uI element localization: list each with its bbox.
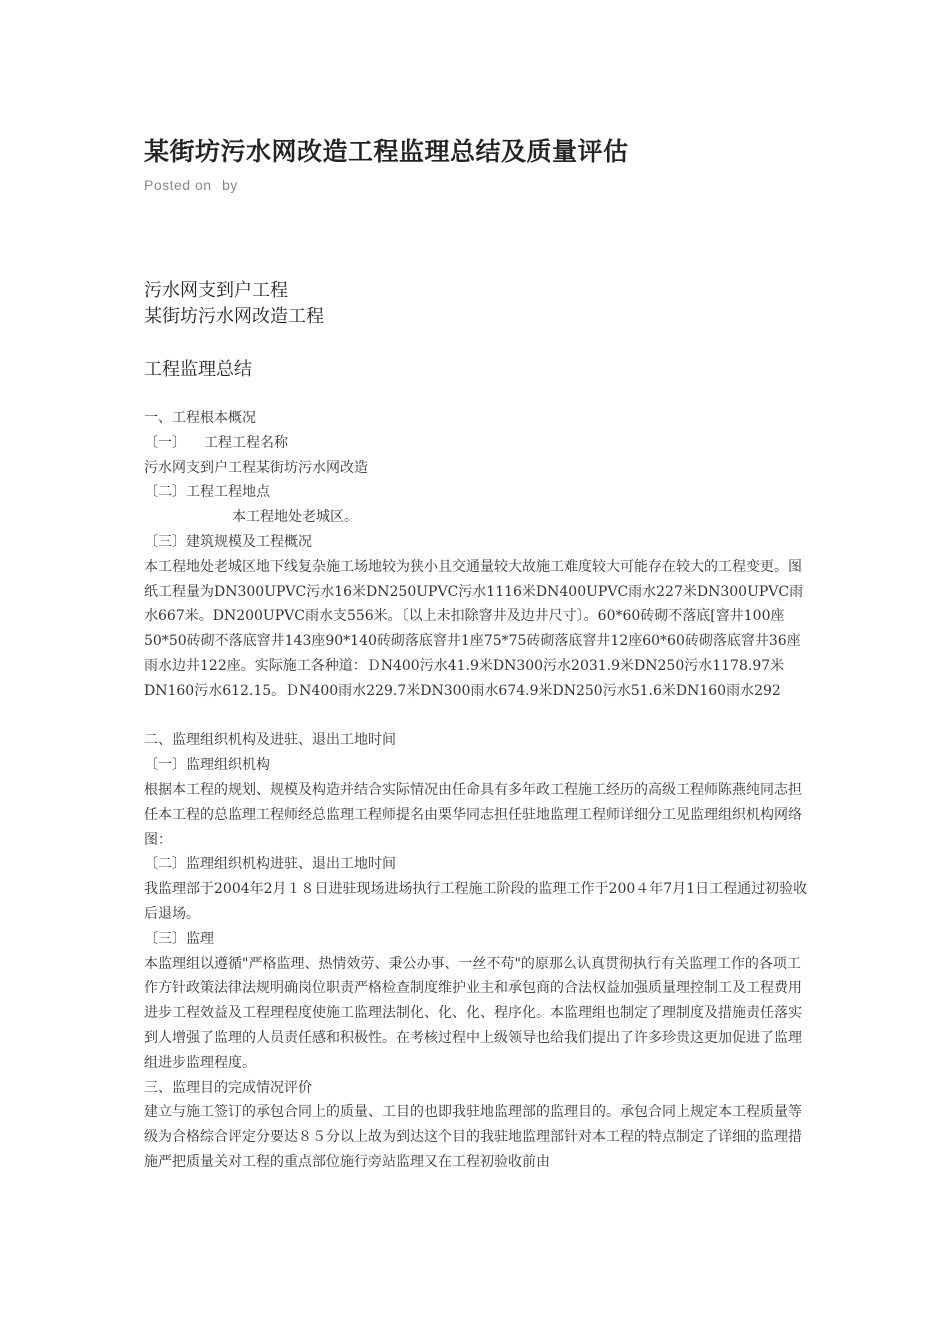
by-text: by <box>221 177 238 193</box>
paragraph-2-1: 根据本工程的规划、规模及构造并结合实际情况由任命具有多年政工程施工经历的高级工程师陈燕纯同志担任本工程的总监理工程师经总监理工程师提名由栗华同志担任驻地监理工程师详细分工见监理组织机构网络图： <box>144 781 802 848</box>
subsection-2-3: 〔三〕监理 <box>144 930 214 947</box>
paragraph-1-3: 本工程地处老城区地下线复杂施工场地较为狭小且交通量较大故施工难度较大可能存在较大的工程变更。图纸工程量为DN300UPVC污水16米DN250UPVC污水1116米DN400UPVC雨水227米DN300UPVC雨水667米。DN200UPVC雨水支556米。〔以上未扣除窨井及边井尺寸〕。60*60砖砌不落底[窨井100座50*50砖砌不落底窨井143座90*140砖砌落底窨井1座75*75砖砌落底窨井12座60*60砖砌落底窨井36座雨水边井122座。实际施工各种道：ＤN400污水41.9米DN300污水2031.9米DN250污水1178.97米DN160污水612.15。ＤN400雨水229.7米DN300雨水674.9米DN250污水51.6米DN160雨水292 <box>144 558 804 699</box>
paragraph-3: 建立与施工签订的承包合同上的质量、工目的也即我驻地监理部的监理目的。承包合同上规定本工程质量等级为合格综合评定分要达８５分以上故为到达这个目的我驻地监理部针对本工程的特点制定了详细的监理措施严把质量关对工程的重点部位施行旁站监理又在工程初验收前由 <box>144 1104 802 1170</box>
spacer <box>144 704 809 729</box>
posted-on-text: Posted on <box>144 177 212 193</box>
paragraph-2-3: 本监理组以遵循"严格监理、热情效劳、秉公办事、一丝不苟"的原那么认真贯彻执行有关监理工作的各项工作方针政策法律法规明确岗位职责严格检查制度维护业主和承包商的合法权益加强质量理控制工及工程费用进步工程效益及工程理程度使施工监理法制化、化、化、程序化。本监理组也制定了理制度及措施责任落实到人增强了监理的人员责任感和积极性。在考核过程中上级领导也给我们提出了许多珍贵这更加促进了监理组进步监理程度。 <box>144 955 802 1071</box>
post-meta <box>144 177 238 193</box>
paragraph-1-1: 污水网支到户工程某街坊污水网改造 <box>144 459 368 476</box>
paragraph-1-2: 本工程地处老城区。 <box>232 509 358 526</box>
section-2-heading: 二、监理组织机构及进驻、退出工地时间 <box>144 732 396 749</box>
section-title: 工程监理总结 <box>144 359 252 380</box>
document-body <box>144 406 809 1175</box>
subsection-2-1: 〔一〕监理组织机构 <box>144 757 270 774</box>
subsection-1-1-label: 工程工程名称 <box>204 434 288 451</box>
paragraph-2-2: 我监理部于2004年2月１８日进驻现场进场执行工程施工阶段的监理工作于200４年7月1日工程通过初验收后退场。 <box>144 881 808 922</box>
section-3-heading: 三、监理目的完成情况评价 <box>144 1079 312 1096</box>
page-title: 某街坊污水网改造工程监理总结及质量评估 <box>144 137 629 166</box>
project-line-1: 污水网支到户工程 <box>144 280 288 301</box>
section-1-heading: 一、工程根本概况 <box>144 410 256 426</box>
subsection-1-2: 〔二〕工程工程地点 <box>144 484 270 501</box>
project-line-2: 某街坊污水网改造工程 <box>144 306 324 327</box>
subsection-1-1 <box>144 431 809 456</box>
subsection-2-2: 〔二〕监理组织机构进驻、退出工地时间 <box>144 856 396 873</box>
subsection-1-1-number: 〔一〕 <box>144 434 186 451</box>
subsection-1-3: 〔三〕建筑规模及工程概况 <box>144 533 312 550</box>
